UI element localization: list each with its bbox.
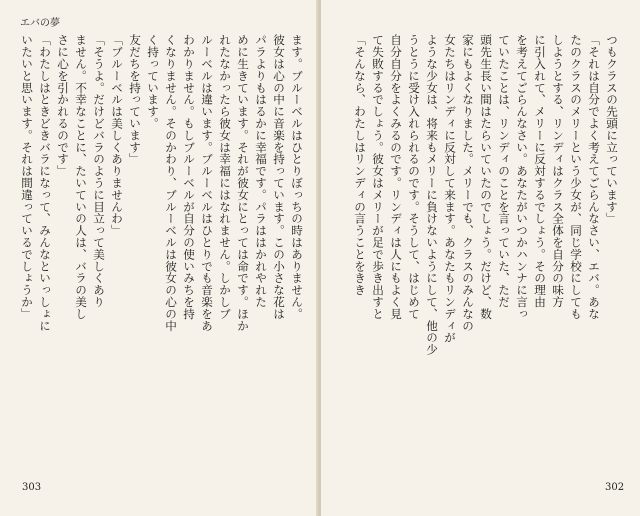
- text-line: しようとする、リンディはクラス全体を自分の味方: [551, 34, 565, 308]
- text-line: れたなかったら彼女は幸福にはなれません。しかしブ: [218, 34, 232, 320]
- text-line: いたいと思います。それは間違っているでしょうか」: [20, 34, 34, 320]
- text-line: ような少女は、将来もメリーに負けないようにして、他の少: [425, 34, 439, 356]
- page-number: 302: [605, 482, 625, 493]
- text-line: 「それは自分でよく考えてごらんなさい、エバ。あな: [587, 34, 601, 320]
- text-line: うとうに受け入れられるのです。そうして、はじめて: [407, 34, 421, 320]
- right-page: [321, 0, 640, 516]
- text-line: 女たちはリンディに反対して来ます。あなたもリンディが: [443, 34, 457, 344]
- text-line: ません。不幸なことに、たいていの人は、バラの美し: [74, 34, 88, 320]
- text-line: パラよりもはるかに幸福です。パラははかれやれた: [254, 34, 268, 308]
- text-line: めに生きています。それが彼女にとっては命です。ほか: [236, 34, 250, 332]
- running-head: エバの夢: [20, 18, 60, 29]
- text-line: 「ブルーベルは美しくありませんわ」: [110, 34, 124, 237]
- text-line: 友だちを持っています」: [128, 34, 142, 165]
- text-line: つもクラスの先頭に立っています」: [605, 34, 619, 225]
- text-line: 「わたしはときどきバラになって、みんなといっしょに: [38, 34, 52, 332]
- text-line: くなりません。そのかわり、ブルーベルは彼女の心の中: [164, 34, 178, 332]
- text-line: を考えてごらんなさい。あなたがいつかハンナに言っ: [515, 34, 529, 320]
- text-line: 頭先生長い間はたらいていたのでしょう。だけど、数: [479, 34, 493, 320]
- text-line: 彼女は心の中に音楽を持っています。この小さな花は: [272, 34, 286, 320]
- text-line: さに心を引かれるのです」: [56, 34, 70, 177]
- text-line: く持っています。: [146, 34, 160, 130]
- right-page-body: [341, 34, 621, 472]
- text-line: て失敗するでしょう。彼女はメリーが足で歩き出すと: [371, 34, 385, 320]
- text-line: たのクラスのメリーという少女が、同じ学校にしても: [569, 34, 583, 320]
- text-line: 「そうよ。だけどバラのように目立って美しくあり: [92, 34, 106, 308]
- page-number: 303: [22, 482, 42, 493]
- text-line: 家にもよくなりました。メリーでも、クラスのみんなの: [461, 34, 475, 332]
- left-page-body: [20, 34, 306, 472]
- text-line: に引入れて、メリーに反対するでしょう。その理由: [533, 34, 547, 308]
- text-line: 「そんなら、わたしはリンディの言うことをきき: [353, 34, 367, 296]
- text-line: ていたことは、リンディのことを言っていた、ただ: [497, 34, 511, 308]
- left-page: [0, 0, 319, 516]
- text-line: ます。ブルーベルはひとりぼっちの時はありません。: [290, 34, 304, 320]
- text-line: わかりません。もしブルーベルが自分の使いみちを持: [182, 34, 196, 320]
- text-line: ルーベルは違います。ブルーベルはひとりでも音楽をあ: [200, 34, 214, 332]
- text-line: 自分自分をよくみるのです。リンディは人にもよく見: [389, 34, 403, 320]
